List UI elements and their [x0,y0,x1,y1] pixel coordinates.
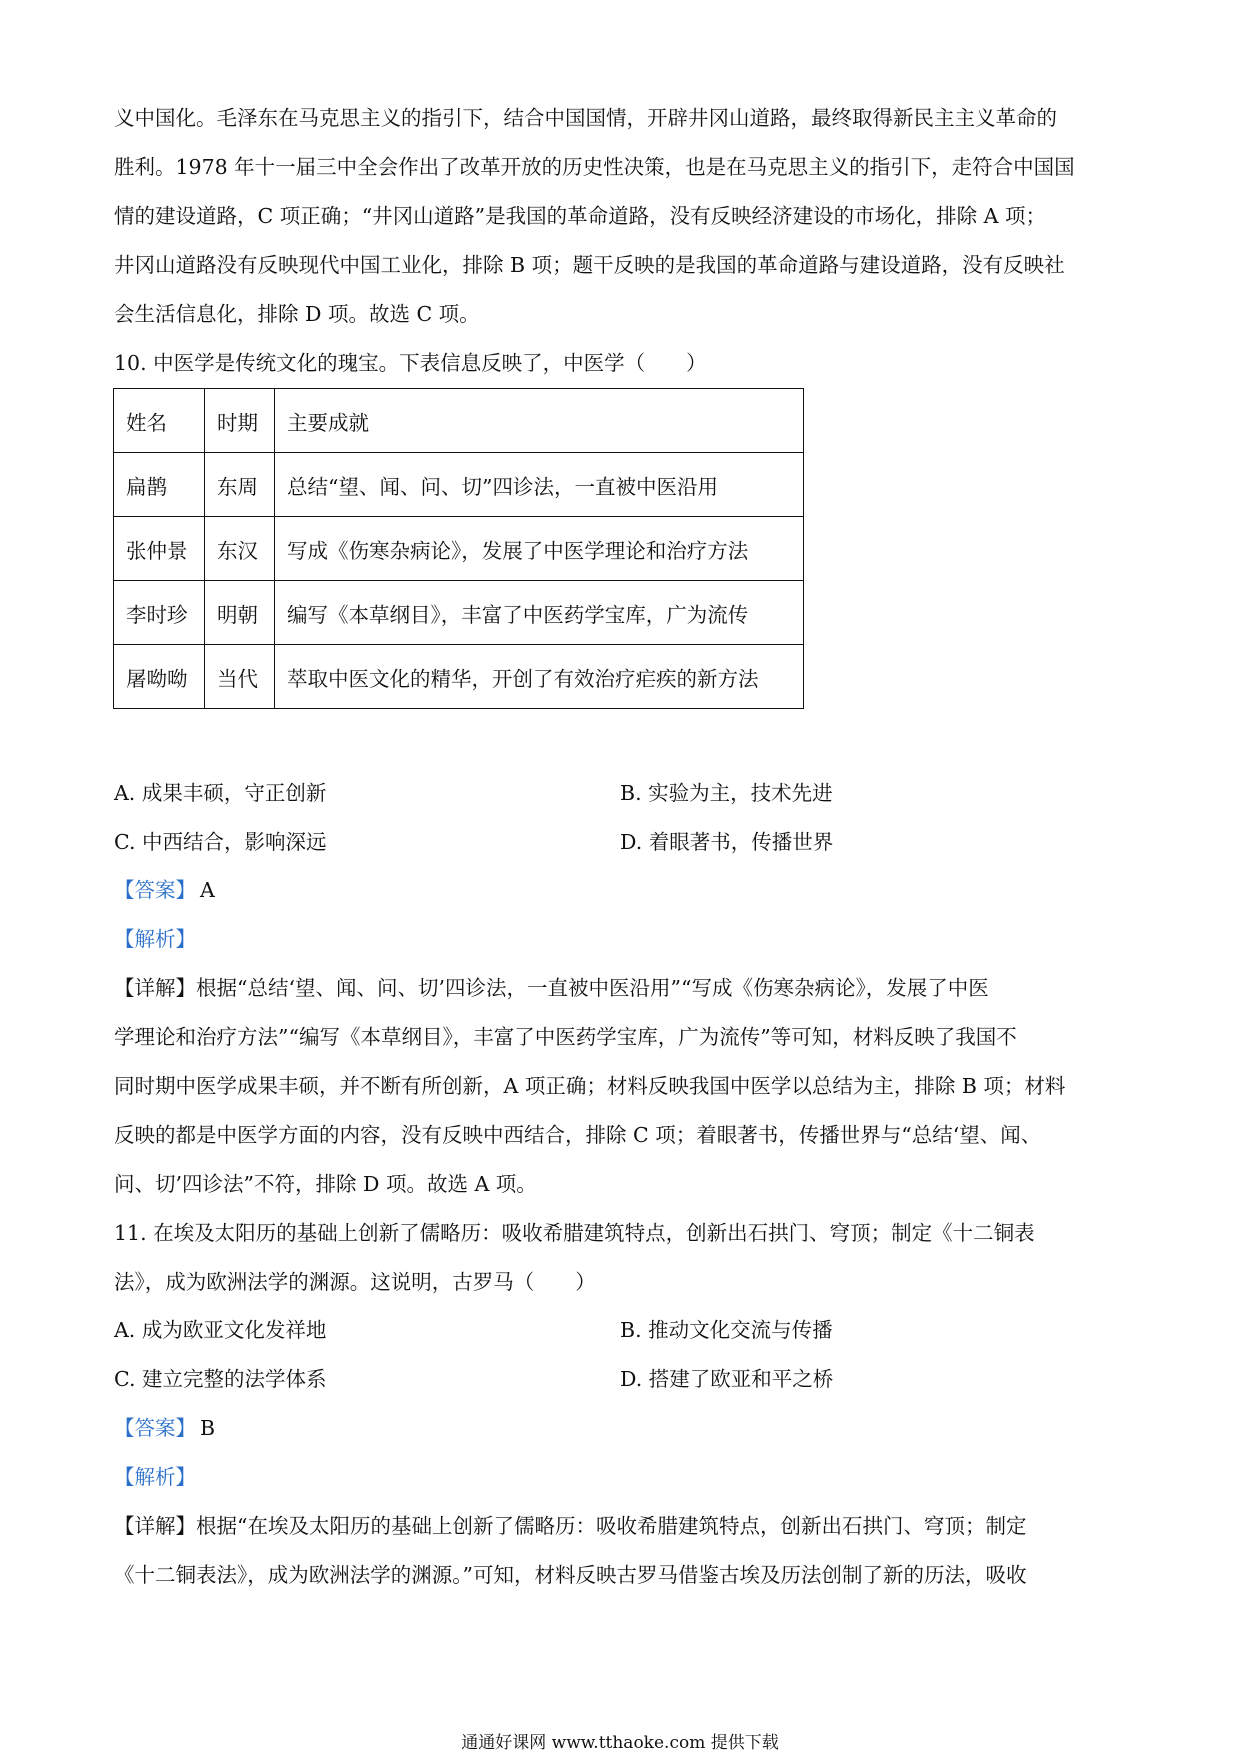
q10-detail-line-4: 反映的都是中医学方面的内容，没有反映中西结合，排除 C 项；着眼著书，传播世界与“总结‘望、闻、 [114,1123,1042,1147]
intro-line-5: 会生活信息化，排除 D 项。故选 C 项。 [114,302,480,326]
q11-option-d: D. 搭建了欧亚和平之桥 [620,1367,834,1391]
q10-option-b: B. 实验为主，技术先进 [620,781,833,805]
table-header-row [114,389,804,453]
q11-detail-line-1 [114,1516,1026,1537]
q10-detail-line-5: 问、切’四诊法”不符，排除 D 项。故选 A 项。 [114,1172,537,1196]
intro-line-2: 胜利。1978 年十一届三中全会作出了改革开放的历史性决策，也是在马克思主义的指引下，走符合中国国 [114,155,1075,179]
detail-tag: 【详解】 [114,976,196,1000]
q10-table [113,388,804,709]
q10-option-c: C. 中西结合，影响深远 [114,830,327,854]
intro-line-1: 义中国化。毛泽东在马克思主义的指引下，结合中国国情，开辟井冈山道路，最终取得新民主主义革命的 [114,106,1057,130]
intro-line-4: 井冈山道路没有反映现代中国工业化，排除 B 项；题干反映的是我国的革命道路与建设道路，没有反映社 [114,253,1065,277]
detail-text: 根据“总结‘望、闻、问、切’四诊法，一直被中医沿用”“写成《伤寒杂病论》，发展了中医 [196,976,989,1000]
q10-detail-line-3: 同时期中医学成果丰硕，并不断有所创新，A 项正确；材料反映我国中医学以总结为主，排除 B 项；材料 [114,1074,1066,1098]
table-cell: 屠呦呦 [114,645,205,709]
q11-answer [114,1418,215,1439]
table-header-cell: 时期 [205,389,275,453]
table-cell: 明朝 [205,581,275,645]
q11-stem-line-2: 法》，成为欧洲法学的渊源。这说明，古罗马（ ） [114,1270,596,1294]
q10-option-a: A. 成果丰硕，守正创新 [114,781,327,805]
q10-stem: 10. 中医学是传统文化的瑰宝。下表信息反映了，中医学（ ） [114,351,707,375]
q10-detail-line-1 [114,978,989,999]
table-row [114,645,804,709]
q10-option-d: D. 着眼著书，传播世界 [620,830,834,854]
page-footer: 通通好课网 www.tthaoke.com 提供下载 [461,1733,779,1753]
detail-text: 根据“在埃及太阳历的基础上创新了儒略历：吸收希腊建筑特点，创新出石拱门、穹顶；制定 [196,1514,1027,1538]
answer-tag: 【答案】 [114,878,196,902]
table-cell: 编写《本草纲目》，丰富了中医药学宝库，广为流传 [275,581,804,645]
table-cell: 总结“望、闻、问、切”四诊法，一直被中医沿用 [275,453,804,517]
q10-analysis-tag: 【解析】 [114,927,196,951]
answer-tag: 【答案】 [114,1416,196,1440]
table-row [114,581,804,645]
table-cell: 李时珍 [114,581,205,645]
detail-tag: 【详解】 [114,1514,196,1538]
q11-analysis-tag: 【解析】 [114,1465,196,1489]
q11-stem-line-1: 11. 在埃及太阳历的基础上创新了儒略历：吸收希腊建筑特点，创新出石拱门、穹顶；制定《十二铜表 [114,1221,1035,1245]
table-cell: 东汉 [205,517,275,581]
table-cell: 萃取中医文化的精华，开创了有效治疗疟疾的新方法 [275,645,804,709]
table-cell: 当代 [205,645,275,709]
table-cell: 张仲景 [114,517,205,581]
q10-detail-line-2: 学理论和治疗方法”“编写《本草纲目》，丰富了中医药学宝库，广为流传”等可知，材料反映了我国不 [114,1025,1017,1049]
table-cell: 扁鹊 [114,453,205,517]
table-row [114,453,804,517]
table-cell: 写成《伤寒杂病论》，发展了中医学理论和治疗方法 [275,517,804,581]
table-header-cell: 姓名 [114,389,205,453]
q11-option-c: C. 建立完整的法学体系 [114,1367,327,1391]
table-header-cell: 主要成就 [275,389,804,453]
q11-option-b: B. 推动文化交流与传播 [620,1318,833,1342]
q11-detail-line-2: 《十二铜表法》，成为欧洲法学的渊源。”可知，材料反映古罗马借鉴古埃及历法创制了新的历法，吸收 [114,1563,1027,1587]
answer-value: A [200,878,215,902]
table-row [114,517,804,581]
q11-option-a: A. 成为欧亚文化发祥地 [114,1318,327,1342]
answer-value: B [200,1416,216,1440]
table-cell: 东周 [205,453,275,517]
intro-line-3: 情的建设道路，C 项正确；“井冈山道路”是我国的革命道路，没有反映经济建设的市场化，排除 A 项； [114,204,1046,228]
q10-answer [114,880,215,901]
